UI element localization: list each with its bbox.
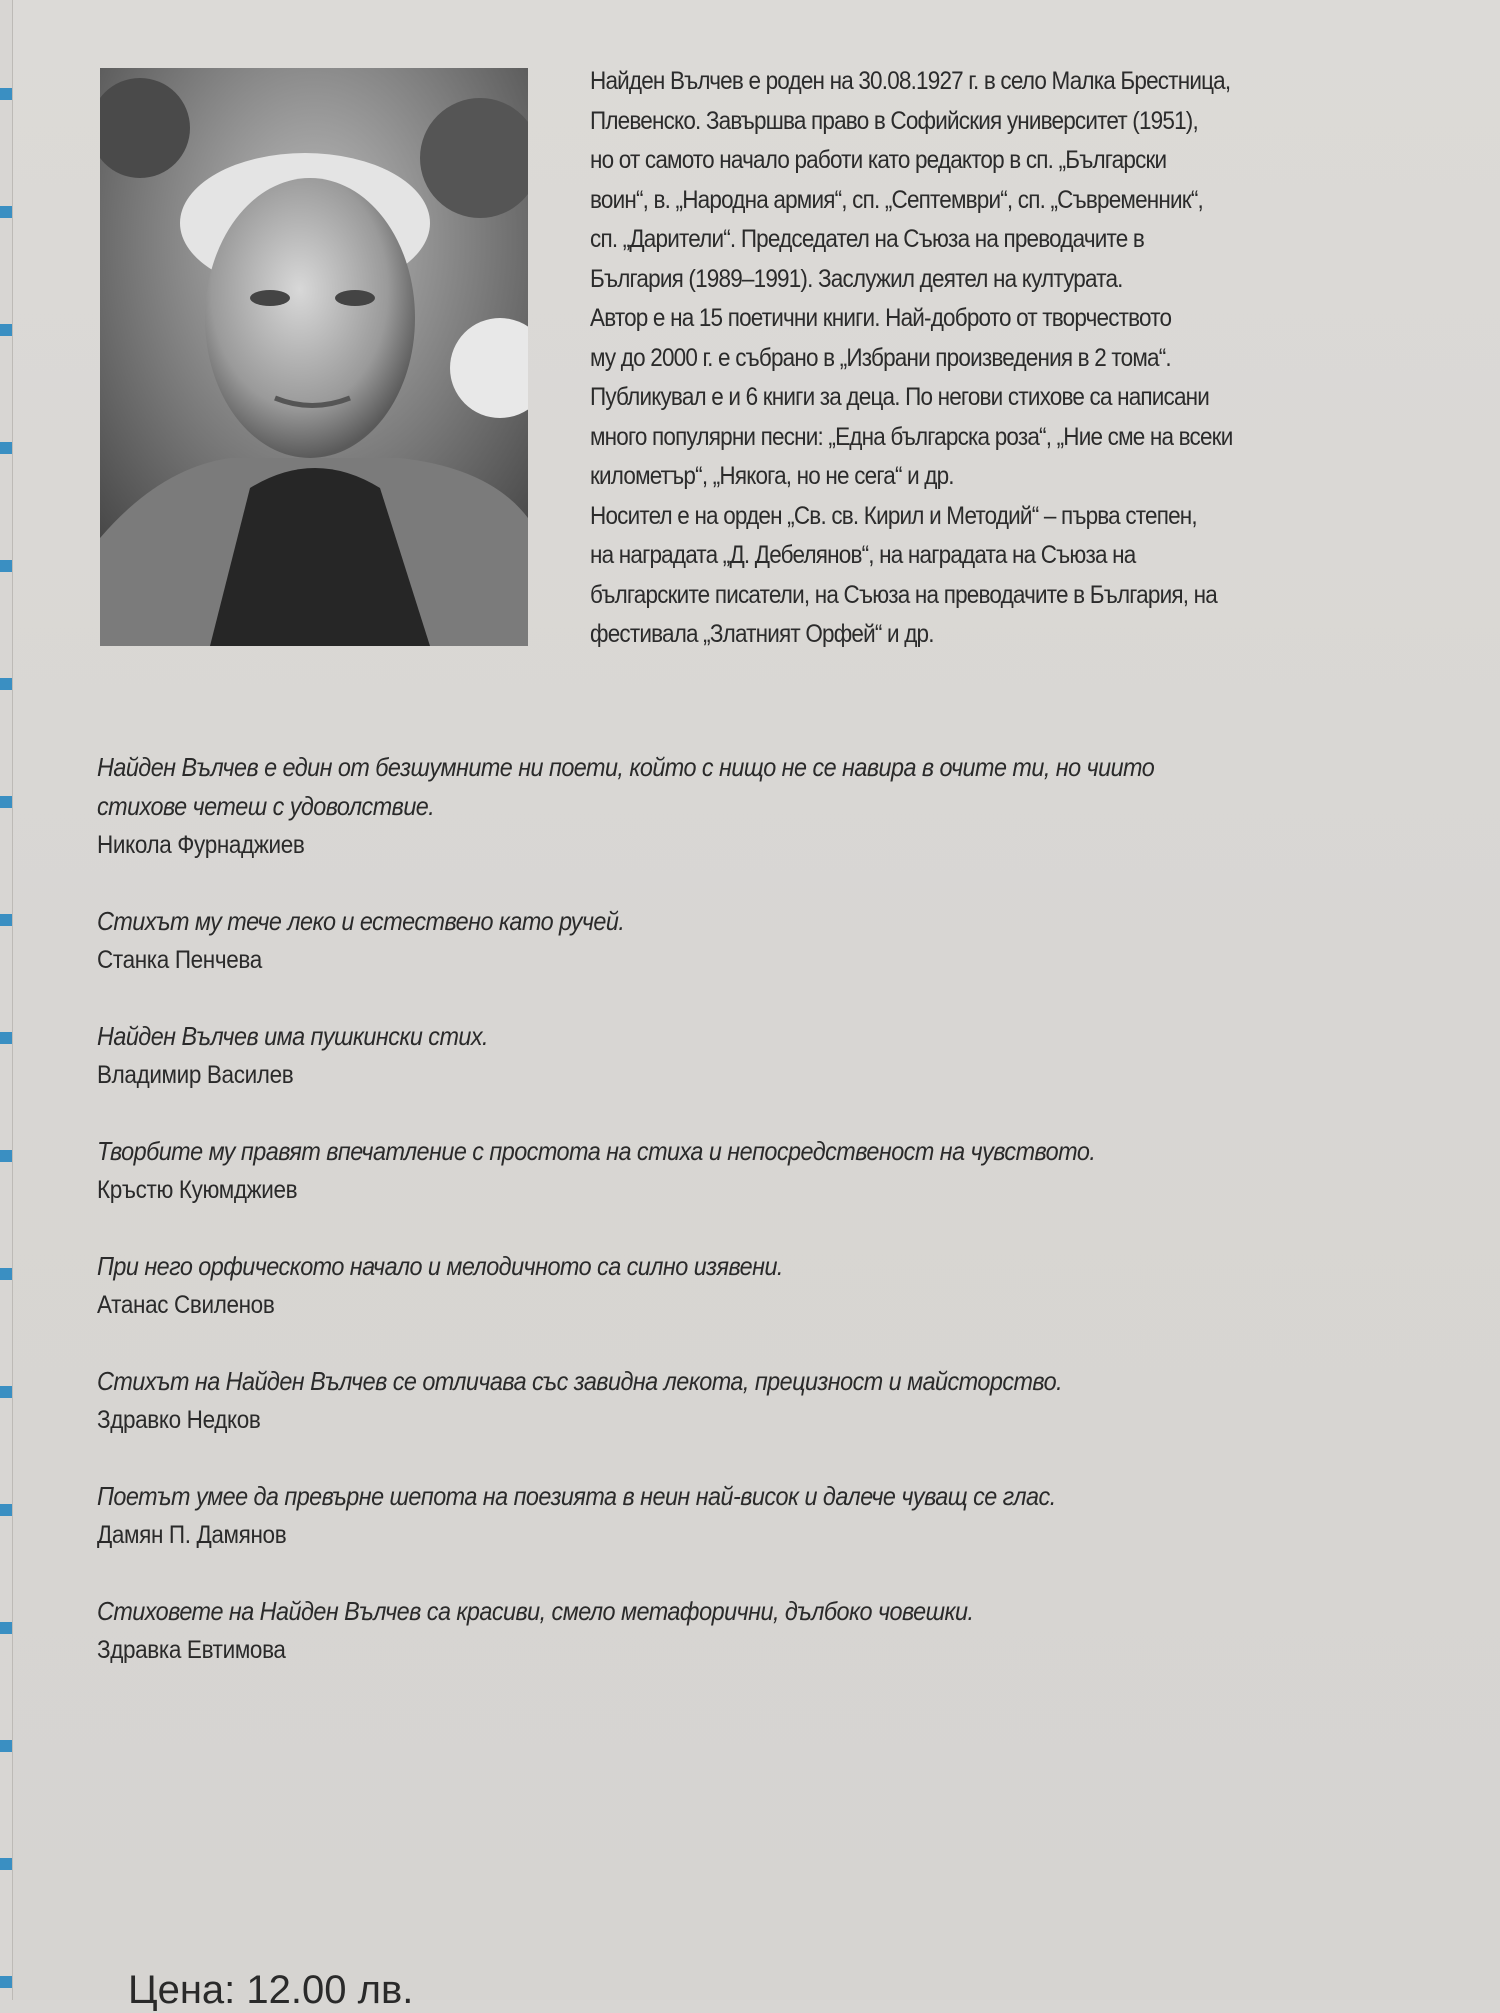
- quote-author: Здравко Недков: [97, 1406, 261, 1434]
- bio-line: километър“, „Някога, но не сега“ и др.: [590, 462, 954, 490]
- quote-text: Найден Вълчев има пушкински стих.: [97, 1021, 489, 1051]
- quote-text: Творбите му правят впечатление с простота на стиха и непосредственост на чувството.: [97, 1136, 1096, 1166]
- quote-author: Здравка Евтимова: [97, 1636, 286, 1664]
- quote-text: Стихът му тече леко и естествено като ручей.: [97, 906, 625, 936]
- quote-author: Владимир Василев: [97, 1061, 294, 1089]
- bio-line: Носител е на орден „Св. св. Кирил и Методий“ – първа степен,: [590, 501, 1197, 530]
- critic-quotes: [97, 748, 1272, 1707]
- quote-text: Стихът на Найден Вълчев се отличава със завидна лекота, прецизност и майсторство.: [97, 1366, 1063, 1396]
- quote-block: [97, 1362, 1272, 1440]
- quote-block: [97, 1132, 1272, 1210]
- bio-line: но от самото начало работи като редактор в сп. „Български: [590, 146, 1167, 174]
- bio-line: Плевенско. Завършва право в Софийския университет (1951),: [590, 106, 1198, 135]
- quote-block: [97, 1247, 1272, 1325]
- quote-block: [97, 1017, 1272, 1095]
- quote-text: Стиховете на Найден Вълчев са красиви, смело метафорични, дълбоко човешки.: [97, 1596, 974, 1626]
- bio-line: Найден Вълчев е роден на 30.08.1927 г. в село Малка Брестница,: [590, 67, 1231, 95]
- bio-line: сп. „Дарители“. Председател на Съюза на преводачите в: [590, 225, 1145, 253]
- bio-line: Публикувал е и 6 книги за деца. По негови стихове са написани: [590, 383, 1210, 411]
- author-portrait-photo: [100, 68, 528, 646]
- cover-spine-edge: [0, 0, 13, 2000]
- bio-line: Автор е на 15 поетични книги. Най-доброто от творчеството: [590, 304, 1172, 332]
- bio-line: фестивала „Златният Орфей“ и др.: [590, 620, 934, 648]
- quote-author: Дамян П. Дамянов: [97, 1521, 287, 1549]
- quote-author: Кръстю Куюмджиев: [97, 1176, 298, 1204]
- bio-line: много популярни песни: „Една българска роза“, „Ние сме на всеки: [590, 422, 1233, 451]
- quote-block: [97, 1592, 1272, 1670]
- quote-text: стихове четеш с удоволствие.: [97, 791, 435, 821]
- quote-text: При него орфическото начало и мелодичното са силно изявени.: [97, 1251, 783, 1281]
- quote-text: Поетът умее да превърне шепота на поезията в неин най-висок и далече чуващ се глас.: [97, 1481, 1056, 1511]
- bio-line: воин“, в. „Народна армия“, сп. „Септември“, сп. „Съвременник“,: [590, 185, 1203, 214]
- quote-author: Никола Фурнаджиев: [97, 831, 305, 859]
- bio-line: на наградата „Д. Дебелянов“, на наградата на Съюза на: [590, 541, 1136, 569]
- quote-block: [97, 1477, 1272, 1555]
- bio-line: българските писатели, на Съюза на преводачите в България, на: [590, 580, 1217, 609]
- price-label: Цена: 12.00 лв.: [128, 1968, 414, 2012]
- quote-author: Станка Пенчева: [97, 946, 262, 974]
- author-biography: [590, 62, 1304, 655]
- quote-block: [97, 748, 1272, 865]
- bio-line: България (1989–1991). Заслужил деятел на културата.: [590, 264, 1123, 293]
- quote-block: [97, 902, 1272, 980]
- bio-line: му до 2000 г. е събрано в „Избрани произведения в 2 тома“.: [590, 343, 1171, 372]
- quote-text: Найден Вълчев е един от безшумните ни поети, който с нищо не се навира в очите ти, но чиито: [97, 752, 1155, 782]
- quote-author: Атанас Свиленов: [97, 1291, 275, 1319]
